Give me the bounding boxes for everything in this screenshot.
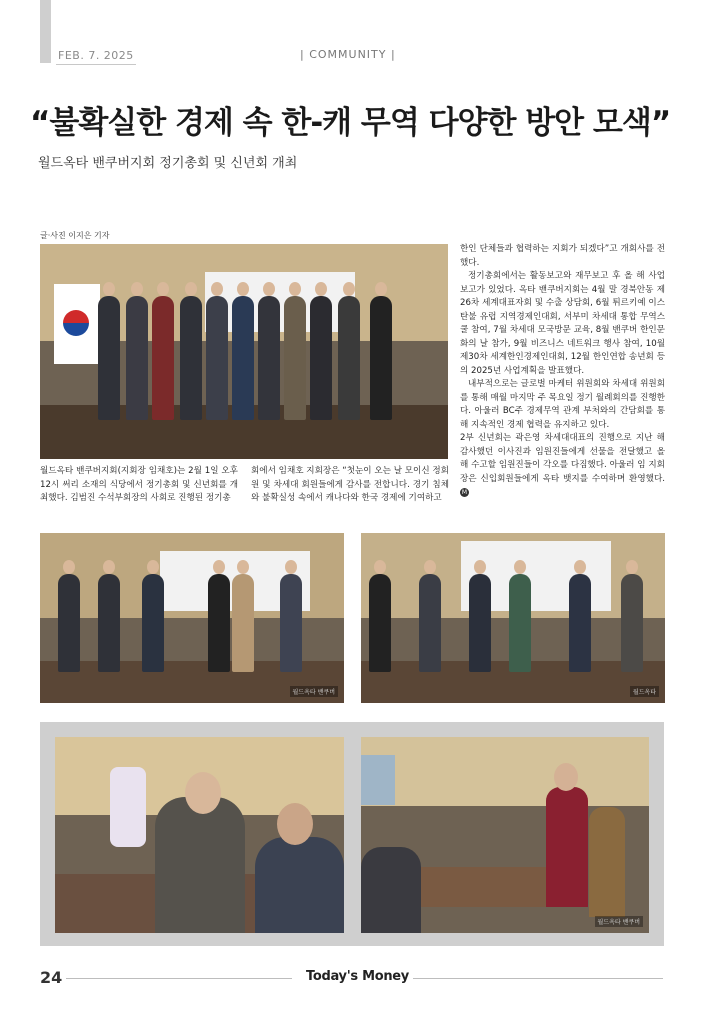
main-group-photo [40, 244, 448, 459]
issue-date: FEB. 7. 2025 [58, 49, 134, 62]
paragraph: 정기총회에서는 활동보고와 재무보고 후 올 해 사업보고가 있었다. 옥타 밴쿠버지회는 4월 말 경북안동 제 26차 세계대표자회 및 수출 상담회, 6월 튀르키예 이스탄불 유럽 지역경제인대회, 서부미 차세대 통합 무역스쿨 참여, 7월 차세대 모국방문 교육, 8월 밴쿠버 한인문화의 날 참가, 9월 비즈니스 네트워크 행사 참여, 10월 제30차 세계한인경제인대회, 12월 한인연합 송년회 등의 2025년 사업계획을 발표했다. [460, 271, 665, 376]
speech-photo [361, 737, 649, 933]
byline: 글·사진 이지은 기자 [40, 231, 110, 240]
gift-photo [55, 737, 344, 933]
caption-left: 월드옥타 밴쿠버지회(지회장 임채호)는 2월 1일 오후 12시 써리 소재의 식당에서 정기총회 및 신년회를 개최했다. 김범진 수석부회장의 사회로 진행된 정기총 [40, 466, 238, 503]
end-mark-icon: M [461, 489, 468, 496]
caption-right: 회에서 임채호 지회장은 “첫눈이 오는 날 모이신 정회원 및 차세대 회원들에게 감사를 전합니다. 경기 침체와 불확실성 속에서 캐나다와 한국 경제에 기여하고 [251, 466, 449, 503]
date-underline [56, 64, 136, 65]
footer-rule-left [66, 978, 292, 979]
badge-ceremony-photo [40, 533, 344, 703]
paragraph: 한인 단체들과 협력하는 지회가 되겠다”고 개회사를 전했다. [460, 244, 665, 268]
article-title: “불확실한 경제 속 한-캐 무역 다양한 방안 모색” [30, 105, 671, 141]
brand-logo: Today's Money [306, 969, 409, 984]
paragraph: 2부 신년회는 곽은영 차세대대표의 진행으로 지난 해 감사했던 이사진과 임원진들에게 선물을 전달했고 올 해 수고할 임원진들이 각오를 다짐했다. 아울러 임 지회장은 신입회원들에게 옥타 뱃지를 수여하며 환영했다. [460, 433, 665, 484]
right-column [460, 243, 665, 500]
korean-flag-icon [54, 284, 100, 364]
photo-watermark: 월드옥타 밴쿠버 [290, 686, 338, 697]
footer-rule-right [413, 978, 663, 979]
article-subtitle: 월드옥타 밴쿠버지회 정기총회 및 신년회 개최 [38, 156, 298, 171]
standing-group-photo [361, 533, 665, 703]
paragraph: 내부적으로는 글로벌 마케터 위원회와 차세대 위원회를 통해 매월 마지막 주 목요일 정기 월례회의를 진행한다. 아울러 BC주 경제무역 관계 부처와의 간담회를 통해 지속적인 경제 협력을 유지하고 있다. [460, 379, 665, 430]
section-label: | COMMUNITY | [300, 48, 396, 61]
photo-watermark: 월드옥타 밴쿠버 [595, 916, 643, 927]
photo-watermark: 월드옥타 [630, 686, 659, 697]
header-accent-bar [40, 0, 51, 63]
page-number: 24 [40, 968, 63, 987]
